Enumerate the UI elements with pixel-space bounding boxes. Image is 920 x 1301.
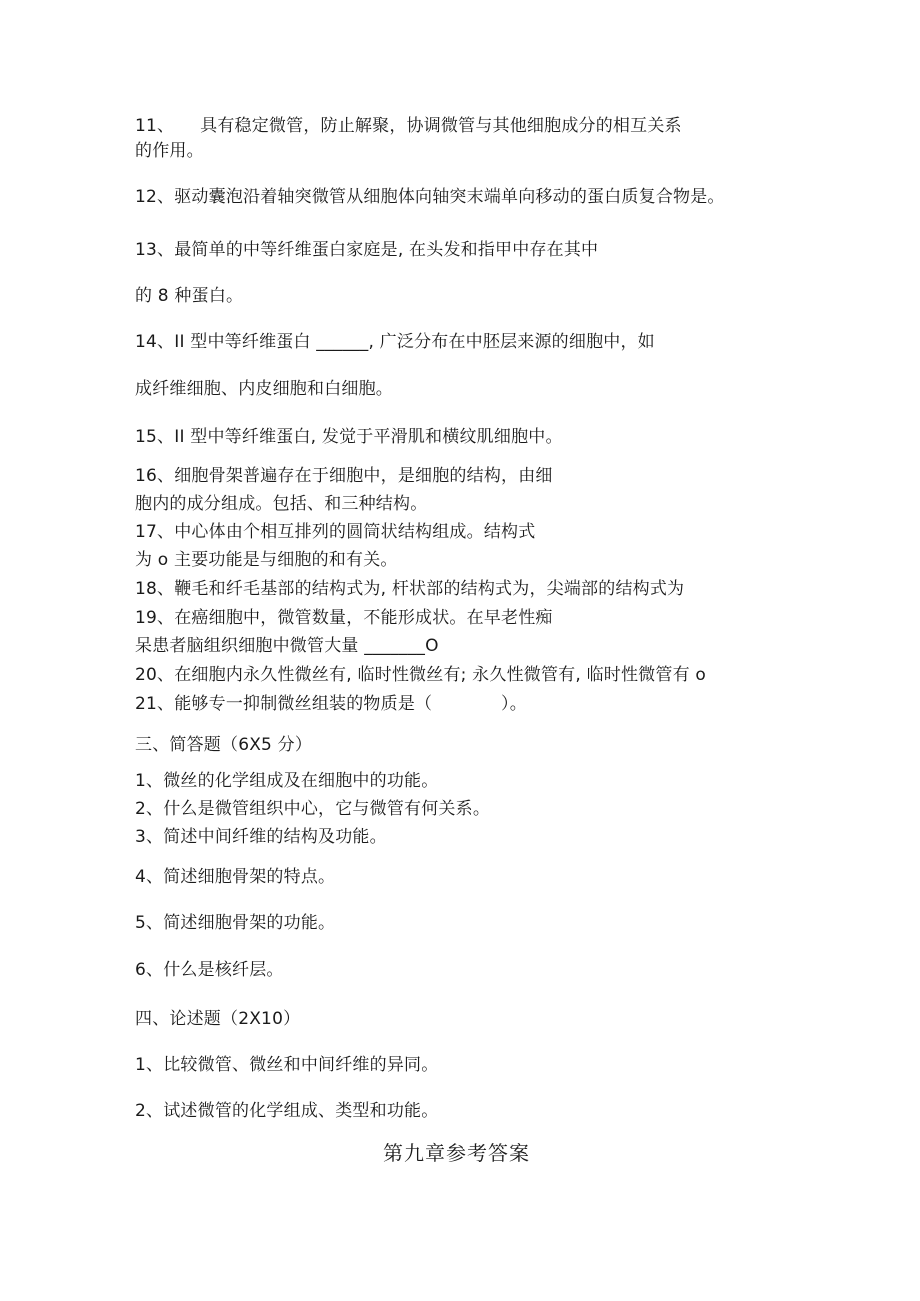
question-13-line2: 的 8 种蛋白。 bbox=[135, 286, 244, 306]
section-3-item-1: 1、微丝的化学组成及在细胞中的功能。 bbox=[135, 771, 439, 791]
section-4-title: 四、论述题（2X10） bbox=[135, 1009, 301, 1029]
section-4-item-2: 2、试述微管的化学组成、类型和功能。 bbox=[135, 1101, 439, 1121]
question-21: 21、能够专一抑制微丝组装的物质是（ ）。 bbox=[135, 694, 527, 714]
section-3-item-3: 3、简述中间纤维的结构及功能。 bbox=[135, 827, 387, 847]
question-16-line2: 胞内的成分组成。包括、和三种结构。 bbox=[135, 494, 428, 514]
question-14-line1: 14、II 型中等纤维蛋白 ______, 广泛分布在中胚层来源的细胞中，如 bbox=[135, 332, 655, 352]
section-4-item-1: 1、比较微管、微丝和中间纤维的异同。 bbox=[135, 1055, 439, 1075]
question-13-line1: 13、最简单的中等纤维蛋白家庭是, 在头发和指甲中存在其中 bbox=[135, 240, 599, 260]
question-11-line2: 的作用。 bbox=[135, 141, 204, 161]
question-20: 20、在细胞内永久性微丝有, 临时性微丝有; 永久性微管有, 临时性微管有 o bbox=[135, 665, 706, 685]
question-17-line2: 为 o 主要功能是与细胞的和有关。 bbox=[135, 550, 398, 570]
section-3-item-5: 5、简述细胞骨架的功能。 bbox=[135, 913, 336, 933]
question-19-line1: 19、在癌细胞中，微管数量，不能形成状。在早老性痴 bbox=[135, 608, 553, 628]
question-17-line1: 17、中心体由个相互排列的圆筒状结构组成。结构式 bbox=[135, 522, 536, 542]
question-18: 18、鞭毛和纤毛基部的结构式为, 杆状部的结构式为，尖端部的结构式为 bbox=[135, 579, 685, 599]
answer-heading: 第九章参考答案 bbox=[383, 1141, 530, 1165]
section-3-title: 三、简答题（6X5 分） bbox=[135, 735, 313, 755]
section-3-item-2: 2、什么是微管组织中心，它与微管有何关系。 bbox=[135, 799, 491, 819]
question-16-line1: 16、细胞骨架普遍存在于细胞中，是细胞的结构，由细 bbox=[135, 466, 553, 486]
question-12: 12、驱动囊泡沿着轴突微管从细胞体向轴突末端单向移动的蛋白质复合物是。 bbox=[135, 187, 725, 207]
section-3-item-6: 6、什么是核纤层。 bbox=[135, 960, 284, 980]
question-15: 15、II 型中等纤维蛋白, 发觉于平滑肌和横纹肌细胞中。 bbox=[135, 427, 563, 447]
question-14-line2: 成纤维细胞、内皮细胞和白细胞。 bbox=[135, 379, 393, 399]
question-19-line2: 呆患者脑组织细胞中微管大量 _______O bbox=[135, 636, 439, 656]
section-3-item-4: 4、简述细胞骨架的特点。 bbox=[135, 867, 336, 887]
question-11-line1: 11、 具有稳定微管，防止解聚，协调微管与其他细胞成分的相互关系 bbox=[135, 116, 682, 136]
